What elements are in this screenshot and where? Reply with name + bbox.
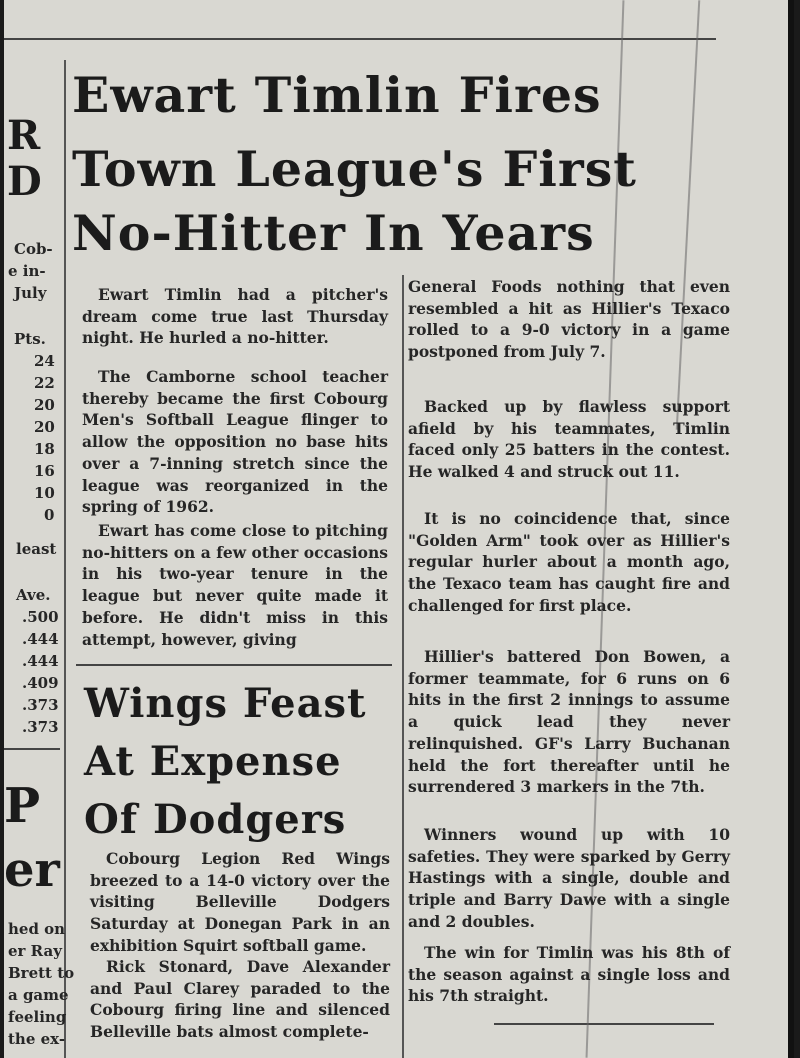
article-paragraph: Ewart has come close to pitching no-hitters on a few other occasions in his two-year tenure in the league but never quite made it before. He didn't miss in this attempt, however, giving bbox=[82, 521, 388, 649]
left-text-line: least bbox=[16, 540, 57, 558]
article-paragraph: Winners wound up with 10 safeties. They were sparked by Gerry Hastings with a single, double and triple and Barry Dawe with a single and 2 doubles. bbox=[408, 825, 730, 931]
left-heading-fragment-1: R bbox=[7, 112, 41, 159]
headline-line-3: No-Hitter In Years bbox=[72, 204, 595, 262]
article-paragraph: Rick Stonard, Dave Alexander and Paul Clarey paraded to the Cobourg firing line and silenced Belleville bats almost complete- bbox=[90, 957, 390, 1042]
standings-points: 20 bbox=[34, 396, 55, 414]
standings-points: 22 bbox=[34, 374, 55, 392]
left-divider bbox=[4, 748, 60, 750]
standings-points: 20 bbox=[34, 418, 55, 436]
left-text-line: a game bbox=[8, 986, 69, 1004]
left-heading-fragment-3: P bbox=[4, 778, 41, 834]
standings-points: 24 bbox=[34, 352, 55, 370]
subheadline-line-2: At Expense bbox=[84, 738, 342, 785]
left-heading-fragment-4: er bbox=[4, 842, 60, 898]
batting-average: .373 bbox=[22, 696, 59, 714]
page-edge-shadow bbox=[788, 0, 794, 1058]
standings-points: 0 bbox=[44, 506, 55, 524]
center-column-rule bbox=[402, 275, 404, 1058]
standings-points: 18 bbox=[34, 440, 55, 458]
left-text-line: feeling bbox=[8, 1008, 67, 1026]
page-crease-2 bbox=[676, 0, 701, 430]
left-text-line: hed on bbox=[8, 920, 66, 938]
batting-average: .444 bbox=[22, 630, 59, 648]
article-paragraph: The Camborne school teacher thereby became the first Cobourg Men's Softball League flinger to allow the opposition no base hits over a 7-inning stretch since the league was reorganized in the spring of 1962. bbox=[82, 367, 388, 517]
batting-average-label: Ave. bbox=[16, 586, 51, 604]
left-text-line: Pts. bbox=[14, 330, 46, 348]
newspaper-page bbox=[4, 0, 794, 1058]
batting-average: .500 bbox=[22, 608, 59, 626]
top-rule bbox=[4, 38, 716, 40]
left-text-line: July bbox=[14, 284, 47, 302]
batting-average: .409 bbox=[22, 674, 59, 692]
article-paragraph: Cobourg Legion Red Wings breezed to a 14-0 victory over the visiting Belleville Dodgers Saturday at Donegan Park in an exhibition Squirt softball game. bbox=[90, 849, 390, 955]
subheadline-line-3: Of Dodgers bbox=[84, 796, 347, 843]
batting-average: .444 bbox=[22, 652, 59, 670]
standings-points: 16 bbox=[34, 462, 55, 480]
headline-line-1: Ewart Timlin Fires bbox=[72, 66, 602, 124]
article-paragraph: The win for Timlin was his 8th of the season against a single loss and his 7th straight. bbox=[408, 943, 730, 1006]
article-paragraph: It is no coincidence that, since "Golden Arm" took over as Hillier's regular hurler about a month ago, the Texaco team has caught fire and challenged for first place. bbox=[408, 509, 730, 615]
subheadline-line-1: Wings Feast bbox=[84, 680, 367, 727]
standings-points: 10 bbox=[34, 484, 55, 502]
bottom-right-rule bbox=[494, 1023, 714, 1025]
batting-average: .373 bbox=[22, 718, 59, 736]
left-column-rule bbox=[64, 60, 66, 1058]
left-text-line: the ex- bbox=[8, 1030, 66, 1048]
article-divider bbox=[76, 664, 392, 666]
article-paragraph: Ewart Timlin had a pitcher's dream come true last Thursday night. He hurled a no-hitter. bbox=[82, 285, 388, 348]
headline-line-2: Town League's First bbox=[72, 140, 637, 198]
left-text-line: e in- bbox=[8, 262, 46, 280]
left-text-line: er Ray bbox=[8, 942, 62, 960]
left-text-line: Cob- bbox=[14, 240, 53, 258]
article-paragraph: Backed up by flawless support afield by his teammates, Timlin faced only 25 batters in the contest. He walked 4 and struck out 11. bbox=[408, 397, 730, 482]
article-paragraph: General Foods nothing that even resembled a hit as Hillier's Texaco rolled to a 9-0 victory in a game postponed from July 7. bbox=[408, 277, 730, 362]
left-text-line: Brett to bbox=[8, 964, 75, 982]
left-heading-fragment-2: D bbox=[7, 158, 42, 205]
article-paragraph: Hillier's battered Don Bowen, a former teammate, for 6 runs on 6 hits in the first 2 innings to assume a quick lead they never relinquished. GF's Larry Buchanan held the fort thereafter until he surrendered 3 markers in the 7th. bbox=[408, 647, 730, 797]
